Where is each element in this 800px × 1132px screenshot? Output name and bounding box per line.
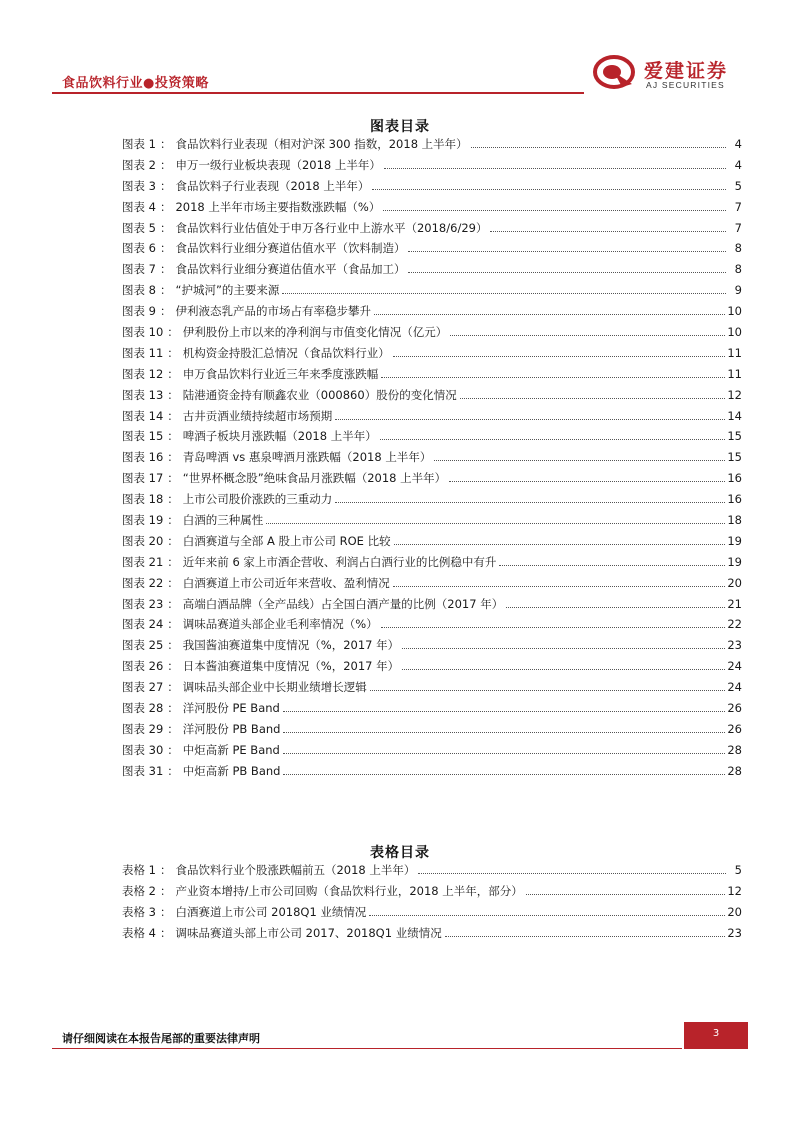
entry-page: 14 — [727, 408, 742, 423]
dot-leader — [283, 732, 725, 733]
dot-leader — [393, 586, 726, 587]
entry-colon: ： — [167, 325, 179, 340]
chart-toc-entry[interactable] — [122, 554, 742, 575]
entry-title: 食品饮料行业表现（相对沪深 300 指数，2018 上半年） — [175, 137, 468, 151]
entry-page: 26 — [727, 721, 742, 736]
dot-leader — [471, 147, 726, 148]
entry-title: 白酒赛道上市公司 2018Q1 业绩情况 — [175, 904, 367, 919]
entry-page: 24 — [727, 659, 742, 674]
entry-colon: ： — [167, 471, 179, 486]
report-category: 食品饮料行业●投资策略 — [62, 76, 209, 91]
chart-toc-entry[interactable] — [122, 679, 742, 700]
entry-label: 图表 20 — [122, 533, 164, 548]
entry-label: 图表 21 — [122, 554, 164, 569]
dot-leader — [282, 293, 726, 294]
entry-page: 20 — [727, 904, 742, 919]
entry-label: 图表 17 — [122, 471, 164, 486]
dot-leader — [434, 460, 725, 461]
chart-toc-entry[interactable] — [122, 470, 742, 491]
chart-toc-entry[interactable] — [122, 345, 742, 366]
entry-title: 调味品赛道头部上市公司 2017、2018Q1 业绩情况 — [175, 925, 442, 940]
dot-leader — [402, 669, 725, 670]
entry-title: 陆港通资金持有顺鑫农业（000860）股份的变化情况 — [182, 387, 457, 402]
entry-page: 15 — [727, 429, 742, 444]
entry-colon: ： — [159, 137, 172, 151]
dot-leader — [450, 335, 725, 336]
entry-colon: ： — [159, 220, 172, 235]
entry-colon: ： — [167, 513, 179, 528]
entry-colon: ： — [167, 575, 179, 590]
chart-toc-entry[interactable] — [122, 387, 742, 408]
entry-title: 高端白酒品牌（全产品线）占全国白酒产量的比例（2017 年） — [182, 596, 504, 611]
chart-toc-entry[interactable] — [122, 303, 742, 324]
page-number: 3 — [712, 1028, 720, 1039]
aj-logo-icon — [592, 54, 636, 90]
entry-label: 图表 10 — [122, 325, 164, 340]
entry-page: 9 — [734, 283, 742, 298]
chart-toc-entry[interactable] — [122, 533, 742, 554]
chart-toc-entry[interactable] — [122, 408, 742, 429]
entry-title: 上市公司股价涨跌的三重动力 — [182, 492, 333, 507]
entry-label: 图表 3 — [122, 178, 156, 193]
entry-page: 24 — [727, 680, 742, 695]
chart-toc-entry[interactable] — [122, 491, 742, 512]
page-footer — [52, 1022, 748, 1052]
entry-title: 伊利液态乳产品的市场占有率稳步攀升 — [175, 304, 371, 319]
dot-leader — [460, 398, 726, 399]
dot-leader — [369, 915, 725, 916]
entry-colon: ： — [167, 554, 179, 569]
chart-toc-entry[interactable] — [122, 575, 742, 596]
chart-toc-entry[interactable] — [122, 512, 742, 533]
entry-colon: ： — [159, 262, 172, 277]
entry-colon: ： — [159, 199, 172, 214]
dot-leader — [283, 711, 726, 712]
entry-label: 图表 31 — [122, 763, 164, 778]
entry-label: 图表 9 — [122, 304, 156, 319]
entry-title: 洋河股份 PE Band — [182, 701, 280, 716]
entry-page: 7 — [734, 199, 742, 214]
chart-toc-entry[interactable] — [122, 136, 742, 157]
entry-page: 11 — [727, 345, 742, 360]
chart-toc-entry[interactable] — [122, 220, 742, 241]
entry-colon: ： — [167, 450, 179, 465]
chart-toc-entry[interactable] — [122, 261, 742, 282]
dot-leader — [335, 419, 725, 420]
entry-title: 啤酒子板块月涨跌幅（2018 上半年） — [182, 429, 377, 444]
entry-page: 7 — [734, 220, 742, 235]
entry-colon: ： — [167, 659, 179, 674]
table-toc-entry[interactable] — [122, 883, 742, 904]
entry-title: 洋河股份 PB Band — [182, 721, 281, 736]
dot-leader — [266, 523, 725, 524]
table-toc-entry[interactable] — [122, 904, 742, 925]
entry-title: 白酒赛道上市公司近年来营收、盈利情况 — [182, 575, 390, 590]
entry-label: 图表 14 — [122, 408, 164, 423]
entry-page: 16 — [727, 492, 742, 507]
dot-leader — [445, 936, 726, 937]
chart-toc-entry[interactable] — [122, 199, 742, 220]
entry-page: 11 — [727, 366, 742, 381]
entry-colon: ： — [167, 387, 179, 402]
entry-page: 18 — [727, 513, 742, 528]
entry-colon: ： — [167, 408, 179, 423]
entry-title: 青岛啤酒 vs 惠泉啤酒月涨跌幅（2018 上半年） — [182, 450, 432, 465]
entry-label: 图表 6 — [122, 241, 156, 256]
chart-toc-entry[interactable] — [122, 637, 742, 658]
entry-title: 申万食品饮料行业近三年来季度涨跌幅 — [182, 366, 379, 381]
chart-toc-entry[interactable] — [122, 700, 742, 721]
entry-page: 10 — [727, 325, 742, 340]
entry-colon: ： — [167, 366, 179, 381]
entry-label: 表格 2 — [122, 883, 156, 898]
entry-colon: ： — [167, 680, 179, 695]
entry-page: 10 — [727, 304, 742, 319]
header-rule — [52, 92, 584, 94]
dot-leader — [374, 314, 725, 315]
entry-label: 图表 1 — [122, 137, 156, 151]
entry-title: 白酒的三种属性 — [182, 513, 264, 528]
entry-colon: ： — [159, 925, 172, 940]
entry-colon: ： — [167, 533, 179, 548]
entry-label: 图表 24 — [122, 617, 164, 632]
dot-leader — [402, 648, 725, 649]
entry-label: 图表 23 — [122, 596, 164, 611]
entry-colon: ： — [167, 596, 179, 611]
entry-page: 8 — [734, 262, 742, 277]
legal-disclaimer: 请仔细阅读在本报告尾部的重要法律声明 — [62, 1032, 260, 1045]
entry-colon: ： — [167, 345, 179, 360]
entry-title: “世界杯概念股”绝味食品月涨跌幅（2018 上半年） — [182, 471, 447, 486]
entry-page: 28 — [727, 763, 742, 778]
entry-page: 28 — [727, 742, 742, 757]
table-toc-entry[interactable] — [122, 862, 742, 883]
page-number-box — [684, 1022, 748, 1049]
dot-leader — [393, 356, 726, 357]
charts-toc-list — [122, 136, 742, 784]
chart-toc-entry[interactable] — [122, 282, 742, 303]
entry-colon: ： — [167, 721, 179, 736]
dot-leader — [381, 377, 725, 378]
entry-page: 20 — [727, 575, 742, 590]
entry-title: 中炬高新 PB Band — [182, 763, 281, 778]
dot-leader — [526, 894, 726, 895]
entry-colon: ： — [167, 742, 179, 757]
entry-colon: ： — [167, 617, 179, 632]
entry-colon: ： — [159, 863, 172, 877]
entry-page: 22 — [727, 617, 742, 632]
entry-label: 图表 4 — [122, 199, 156, 214]
entry-colon: ： — [167, 701, 179, 716]
brand-logo — [588, 50, 748, 94]
dot-leader — [506, 607, 725, 608]
entry-colon: ： — [167, 429, 179, 444]
entry-label: 图表 26 — [122, 659, 164, 674]
entry-title: 食品饮料行业估值处于申万各行业中上游水平（2018/6/29） — [175, 220, 488, 235]
entry-label: 图表 11 — [122, 345, 164, 360]
entry-label: 图表 19 — [122, 513, 164, 528]
entry-label: 图表 30 — [122, 742, 164, 757]
chart-toc-entry[interactable] — [122, 178, 742, 199]
dot-leader — [384, 168, 726, 169]
dot-leader — [408, 251, 726, 252]
dot-leader — [394, 544, 726, 545]
entry-label: 图表 18 — [122, 492, 164, 507]
entry-page: 26 — [727, 701, 742, 716]
entry-title: 食品饮料行业细分赛道估值水平（食品加工） — [175, 262, 406, 277]
dot-leader — [381, 627, 726, 628]
brand-name-en: AJ SECURITIES — [646, 80, 725, 90]
dot-leader — [418, 873, 726, 874]
entry-title: 2018 上半年市场主要指数涨跌幅（%） — [175, 199, 381, 214]
entry-colon: ： — [159, 241, 172, 256]
chart-toc-entry[interactable] — [122, 240, 742, 261]
entry-label: 图表 8 — [122, 283, 156, 298]
entry-page: 15 — [727, 450, 742, 465]
entry-page: 12 — [727, 387, 742, 402]
entry-label: 图表 2 — [122, 157, 156, 172]
entry-title: 食品饮料行业个股涨跌幅前五（2018 上半年） — [175, 863, 416, 877]
entry-title: 中炬高新 PE Band — [182, 742, 280, 757]
entry-colon: ： — [159, 283, 172, 298]
entry-colon: ： — [159, 883, 172, 898]
entry-page: 5 — [734, 863, 742, 877]
entry-colon: ： — [167, 492, 179, 507]
dot-leader — [408, 272, 726, 273]
entry-title: 调味品头部企业中长期业绩增长逻辑 — [182, 680, 367, 695]
chart-toc-entry[interactable] — [122, 742, 742, 763]
entry-page: 21 — [727, 596, 742, 611]
entry-colon: ： — [159, 157, 172, 172]
dot-leader — [499, 565, 725, 566]
tables-toc-list — [122, 862, 742, 946]
entry-title: 产业资本增持/上市公司回购（食品饮料行业，2018 上半年，部分） — [175, 883, 523, 898]
entry-page: 4 — [734, 157, 742, 172]
entry-colon: ： — [159, 304, 172, 319]
dot-leader — [383, 210, 726, 211]
entry-colon: ： — [159, 178, 172, 193]
entry-page: 23 — [727, 638, 742, 653]
entry-page: 12 — [727, 883, 742, 898]
chart-toc-entry[interactable] — [122, 428, 742, 449]
entry-page: 5 — [734, 178, 742, 193]
entry-label: 表格 3 — [122, 904, 156, 919]
entry-colon: ： — [167, 763, 179, 778]
dot-leader — [372, 189, 726, 190]
entry-label: 表格 1 — [122, 863, 156, 877]
entry-title: 申万一级行业板块表现（2018 上半年） — [175, 157, 381, 172]
entry-label: 图表 15 — [122, 429, 164, 444]
entry-label: 表格 4 — [122, 925, 156, 940]
entry-page: 16 — [727, 471, 742, 486]
dot-leader — [283, 753, 726, 754]
entry-title: 我国酱油赛道集中度情况（%，2017 年） — [182, 638, 400, 653]
entry-title: “护城河”的主要来源 — [175, 283, 280, 298]
entry-title: 调味品赛道头部企业毛利率情况（%） — [182, 617, 378, 632]
chart-toc-entry[interactable] — [122, 449, 742, 470]
dot-leader — [449, 481, 725, 482]
page-header — [52, 50, 748, 96]
charts-toc-title: 图表目录 — [370, 119, 430, 135]
chart-toc-entry[interactable] — [122, 763, 742, 784]
footer-rule — [52, 1048, 682, 1049]
entry-title: 食品饮料行业细分赛道估值水平（饮料制造） — [175, 241, 406, 256]
chart-toc-entry[interactable] — [122, 616, 742, 637]
entry-page: 19 — [727, 554, 742, 569]
entry-label: 图表 22 — [122, 575, 164, 590]
entry-label: 图表 13 — [122, 387, 164, 402]
chart-toc-entry[interactable] — [122, 596, 742, 617]
tables-toc-title: 表格目录 — [370, 845, 430, 861]
table-toc-entry[interactable] — [122, 925, 742, 946]
dot-leader — [335, 502, 725, 503]
entry-title: 食品饮料子行业表现（2018 上半年） — [175, 178, 370, 193]
entry-title: 白酒赛道与全部 A 股上市公司 ROE 比较 — [182, 533, 391, 548]
entry-title: 机构资金持股汇总情况（食品饮料行业） — [182, 345, 390, 360]
entry-label: 图表 27 — [122, 680, 164, 695]
entry-title: 近年来前 6 家上市酒企营收、利润占白酒行业的比例稳中有升 — [182, 554, 497, 569]
dot-leader — [283, 774, 725, 775]
dot-leader — [490, 231, 726, 232]
brand-name-cn: 爱建证券 — [644, 60, 729, 82]
entry-page: 8 — [734, 241, 742, 256]
entry-label: 图表 7 — [122, 262, 156, 277]
entry-label: 图表 29 — [122, 721, 164, 736]
entry-label: 图表 5 — [122, 220, 156, 235]
chart-toc-entry[interactable] — [122, 658, 742, 679]
entry-page: 23 — [727, 925, 742, 940]
entry-label: 图表 12 — [122, 366, 164, 381]
dot-leader — [370, 690, 726, 691]
entry-colon: ： — [167, 638, 179, 653]
entry-label: 图表 25 — [122, 638, 164, 653]
dot-leader — [380, 439, 726, 440]
entry-page: 19 — [727, 533, 742, 548]
chart-toc-entry[interactable] — [122, 721, 742, 742]
entry-colon: ： — [159, 904, 172, 919]
entry-label: 图表 28 — [122, 701, 164, 716]
chart-toc-entry[interactable] — [122, 157, 742, 178]
chart-toc-entry[interactable] — [122, 324, 742, 345]
chart-toc-entry[interactable] — [122, 366, 742, 387]
entry-label: 图表 16 — [122, 450, 164, 465]
entry-title: 日本酱油赛道集中度情况（%，2017 年） — [182, 659, 400, 674]
entry-title: 古井贡酒业绩持续超市场预期 — [182, 408, 333, 423]
entry-page: 4 — [734, 137, 742, 151]
entry-title: 伊利股份上市以来的净利润与市值变化情况（亿元） — [182, 325, 448, 340]
